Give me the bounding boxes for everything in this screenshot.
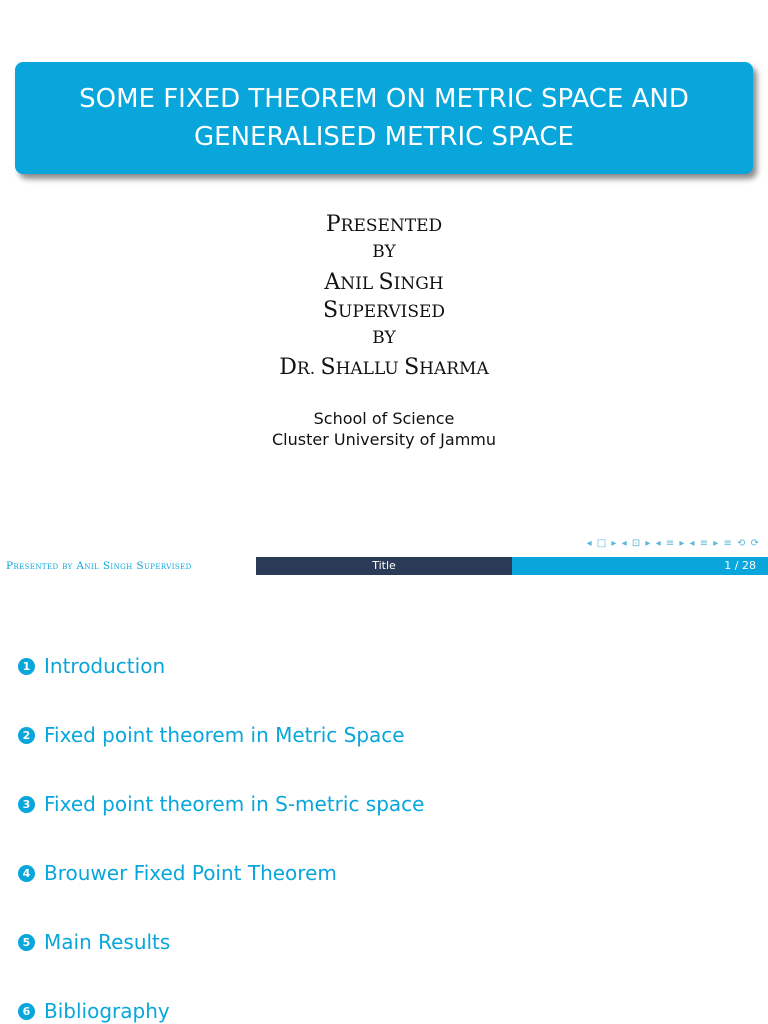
by-line-1: BY [372,242,396,262]
toc-item-main-results[interactable] [18,930,170,954]
title-box [15,62,753,174]
toc-label: Brouwer Fixed Point Theorem [44,861,337,885]
footer-author: Presented by Anil Singh Supervised [0,557,256,575]
footer-bar [0,557,768,575]
supervised-line: SUPERVISED [322,298,446,323]
toc-item-metric-space[interactable] [18,723,405,747]
toc-label: Bibliography [44,999,170,1023]
section-number-badge: 2 [18,727,35,744]
footer-page-number: 1 / 28 [512,557,768,575]
toc-label: Main Results [44,930,171,954]
by-line-2: BY [372,328,396,348]
section-number-badge: 4 [18,865,35,882]
footer-title: Title [256,557,512,575]
section-number-badge: 6 [18,1003,35,1020]
section-number-badge: 5 [18,934,35,951]
toc-label: Fixed point theorem in S-metric space [44,792,425,816]
presenter-name: ANIL SINGH [324,270,444,295]
beamer-navigation-icons[interactable]: ◂ □ ▸ ◂ ⊡ ▸ ◂ ≡ ▸ ◂ ≡ ▸ ≡ ⟲ ⟳ [586,538,760,549]
toc-item-brouwer[interactable] [18,861,337,885]
toc-label: Fixed point theorem in Metric Space [44,723,405,747]
toc-item-introduction[interactable] [18,654,165,678]
toc-item-s-metric-space[interactable] [18,792,424,816]
toc-label: Introduction [44,654,166,678]
section-number-badge: 3 [18,796,35,813]
toc-item-bibliography[interactable] [18,999,170,1023]
institute-line-1: School of Science [313,409,455,428]
institute-line-2: Cluster University of Jammu [271,430,496,449]
presented-line: PRESENTED [325,212,443,237]
supervisor-name: DR. SHALLU SHARMA [279,355,489,380]
section-number-badge: 1 [18,658,35,675]
presentation-title: SOME FIXED THEOREM ON METRIC SPACE AND GENERALISED METRIC SPACE [79,84,689,152]
